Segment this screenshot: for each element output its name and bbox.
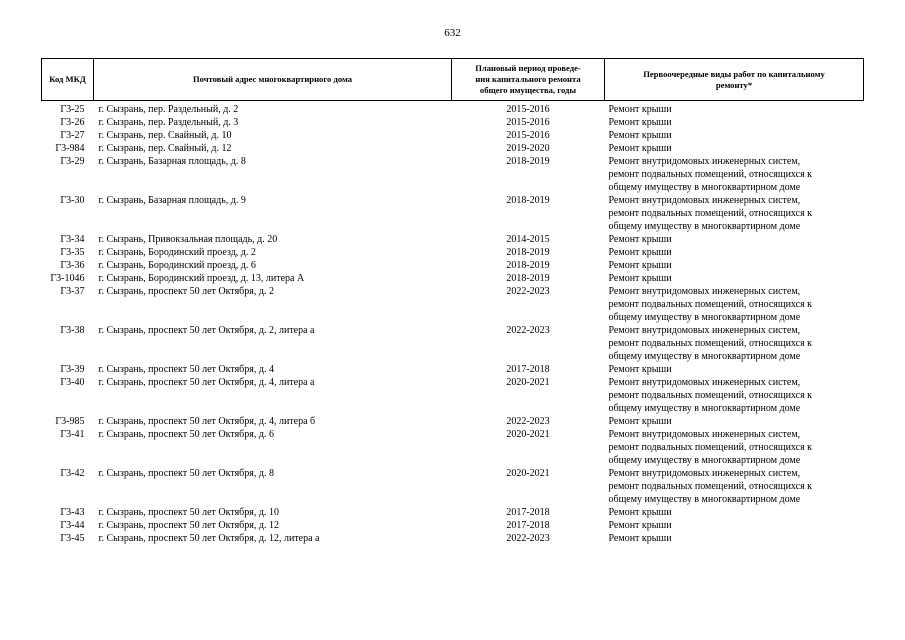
cell-address: г. Сызрань, проспект 50 лет Октября, д. 12 — [98, 520, 279, 531]
cell-address: г. Сызрань, проспект 50 лет Октября, д. 6 — [98, 429, 274, 440]
cell-period: 2014-2015 — [506, 234, 550, 245]
header-period: Плановый период проведе- ния капитального ремонта общего имущества, годы — [452, 59, 605, 101]
cell-works: Ремонт внутридомовых инженерных систем, ремонт подвальных помещений, относящихся к общему имуществу в многоквартирном доме — [608, 195, 813, 232]
cell-address: г. Сызрань, пер. Раздельный, д. 3 — [98, 117, 239, 128]
cell-works: Ремонт крыши — [608, 104, 672, 115]
table-row — [42, 428, 864, 467]
cell-works: Ремонт внутридомовых инженерных систем, ремонт подвальных помещений, относящихся к общему имуществу в многоквартирном доме — [608, 429, 813, 466]
cell-period: 2022-2023 — [506, 533, 550, 544]
cell-works: Ремонт крыши — [608, 143, 672, 154]
table-row — [42, 259, 864, 272]
cell-period: 2018-2019 — [506, 247, 550, 258]
cell-works: Ремонт внутридомовых инженерных систем, ремонт подвальных помещений, относящихся к общему имуществу в многоквартирном доме — [608, 468, 813, 505]
cell-address: г. Сызрань, проспект 50 лет Октября, д. 4, литера б — [98, 416, 316, 427]
cell-works: Ремонт крыши — [608, 234, 672, 245]
table-header-row — [42, 59, 864, 101]
cell-period: 2017-2018 — [506, 507, 550, 518]
table-row — [42, 415, 864, 428]
table-row — [42, 142, 864, 155]
cell-period: 2022-2023 — [506, 286, 550, 297]
cell-code: Г3-29 — [60, 156, 85, 167]
cell-period: 2017-2018 — [506, 364, 550, 375]
cell-period: 2018-2019 — [506, 156, 550, 167]
cell-period: 2018-2019 — [506, 273, 550, 284]
cell-works: Ремонт крыши — [608, 247, 672, 258]
table-body — [42, 101, 864, 546]
capital-repair-table — [41, 58, 864, 545]
cell-works: Ремонт крыши — [608, 416, 672, 427]
cell-works: Ремонт крыши — [608, 260, 672, 271]
cell-period: 2017-2018 — [506, 520, 550, 531]
cell-works: Ремонт внутридомовых инженерных систем, ремонт подвальных помещений, относящихся к общему имуществу в многоквартирном доме — [608, 286, 813, 323]
cell-works: Ремонт крыши — [608, 117, 672, 128]
cell-address: г. Сызрань, проспект 50 лет Октября, д. 4 — [98, 364, 274, 375]
cell-period: 2015-2016 — [506, 117, 550, 128]
cell-period: 2018-2019 — [506, 260, 550, 271]
cell-address: г. Сызрань, Базарная площадь, д. 9 — [98, 195, 246, 206]
table-row — [42, 285, 864, 324]
cell-address: г. Сызрань, проспект 50 лет Октября, д. 2, литера а — [98, 325, 315, 336]
cell-period: 2015-2016 — [506, 130, 550, 141]
page-number: 632 — [444, 27, 461, 39]
cell-period: 2015-2016 — [506, 104, 550, 115]
cell-address: г. Сызрань, Бородинский проезд, д. 6 — [98, 260, 256, 271]
header-address: Почтовый адрес многоквартирного дома — [94, 59, 452, 101]
cell-code: Г3-36 — [60, 260, 85, 271]
cell-works: Ремонт крыши — [608, 273, 672, 284]
cell-period: 2020-2021 — [506, 468, 550, 479]
cell-works: Ремонт крыши — [608, 364, 672, 375]
table-row — [42, 155, 864, 194]
cell-address: г. Сызрань, Бородинский проезд, д. 13, литера А — [98, 273, 305, 284]
table-row — [42, 101, 864, 117]
cell-code: Г3-26 — [60, 117, 85, 128]
cell-period: 2020-2021 — [506, 429, 550, 440]
table-row — [42, 324, 864, 363]
table-row — [42, 467, 864, 506]
cell-period: 2022-2023 — [506, 416, 550, 427]
table-row — [42, 506, 864, 519]
cell-code: Г3-41 — [60, 429, 85, 440]
cell-address: г. Сызрань, Бородинский проезд, д. 2 — [98, 247, 256, 258]
cell-works: Ремонт крыши — [608, 533, 672, 544]
cell-address: г. Сызрань, Привокзальная площадь, д. 20 — [98, 234, 278, 245]
cell-address: г. Сызрань, пер. Раздельный, д. 2 — [98, 104, 239, 115]
table-row — [42, 532, 864, 545]
cell-address: г. Сызрань, проспект 50 лет Октября, д. 10 — [98, 507, 279, 518]
header-works: Первоочередные виды работ по капитальному ремонту* — [605, 59, 864, 101]
cell-code: Г3-27 — [60, 130, 85, 141]
cell-works: Ремонт внутридомовых инженерных систем, ремонт подвальных помещений, относящихся к общему имуществу в многоквартирном доме — [608, 325, 813, 362]
cell-code: Г3-38 — [60, 325, 85, 336]
cell-code: Г3-985 — [55, 416, 85, 427]
table-row — [42, 363, 864, 376]
table-row — [42, 233, 864, 246]
cell-code: Г3-40 — [60, 377, 85, 388]
cell-address: г. Сызрань, проспект 50 лет Октября, д. 4, литера а — [98, 377, 315, 388]
cell-code: Г3-42 — [60, 468, 85, 479]
cell-code: Г3-44 — [60, 520, 85, 531]
cell-works: Ремонт крыши — [608, 520, 672, 531]
table-row — [42, 194, 864, 233]
cell-code: Г3-34 — [60, 234, 85, 245]
cell-works: Ремонт внутридомовых инженерных систем, ремонт подвальных помещений, относящихся к общему имуществу в многоквартирном доме — [608, 377, 813, 414]
cell-works: Ремонт крыши — [608, 130, 672, 141]
table-row — [42, 129, 864, 142]
cell-code: Г3-984 — [55, 143, 85, 154]
cell-code: Г3-35 — [60, 247, 85, 258]
cell-works: Ремонт внутридомовых инженерных систем, ремонт подвальных помещений, относящихся к общему имуществу в многоквартирном доме — [608, 156, 813, 193]
table-row — [42, 376, 864, 415]
cell-address: г. Сызрань, пер. Свайный, д. 12 — [98, 143, 232, 154]
cell-address: г. Сызрань, проспект 50 лет Октября, д. 2 — [98, 286, 274, 297]
cell-address: г. Сызрань, проспект 50 лет Октября, д. 8 — [98, 468, 274, 479]
cell-code: Г3-45 — [60, 533, 85, 544]
cell-code: Г3-30 — [60, 195, 85, 206]
cell-address: г. Сызрань, пер. Свайный, д. 10 — [98, 130, 232, 141]
cell-period: 2020-2021 — [506, 377, 550, 388]
cell-code: Г3-39 — [60, 364, 85, 375]
cell-code: Г3-25 — [60, 104, 85, 115]
table-row — [42, 116, 864, 129]
cell-address: г. Сызрань, Базарная площадь, д. 8 — [98, 156, 246, 167]
cell-works: Ремонт крыши — [608, 507, 672, 518]
cell-period: 2018-2019 — [506, 195, 550, 206]
header-code: Код МКД — [42, 59, 94, 101]
cell-code: Г3-37 — [60, 286, 85, 297]
cell-address: г. Сызрань, проспект 50 лет Октября, д. 12, литера а — [98, 533, 320, 544]
table-row — [42, 272, 864, 285]
cell-period: 2019-2020 — [506, 143, 550, 154]
cell-period: 2022-2023 — [506, 325, 550, 336]
table-row — [42, 519, 864, 532]
table-row — [42, 246, 864, 259]
cell-code: Г3-43 — [60, 507, 85, 518]
cell-code: Г3-1046 — [50, 273, 85, 284]
